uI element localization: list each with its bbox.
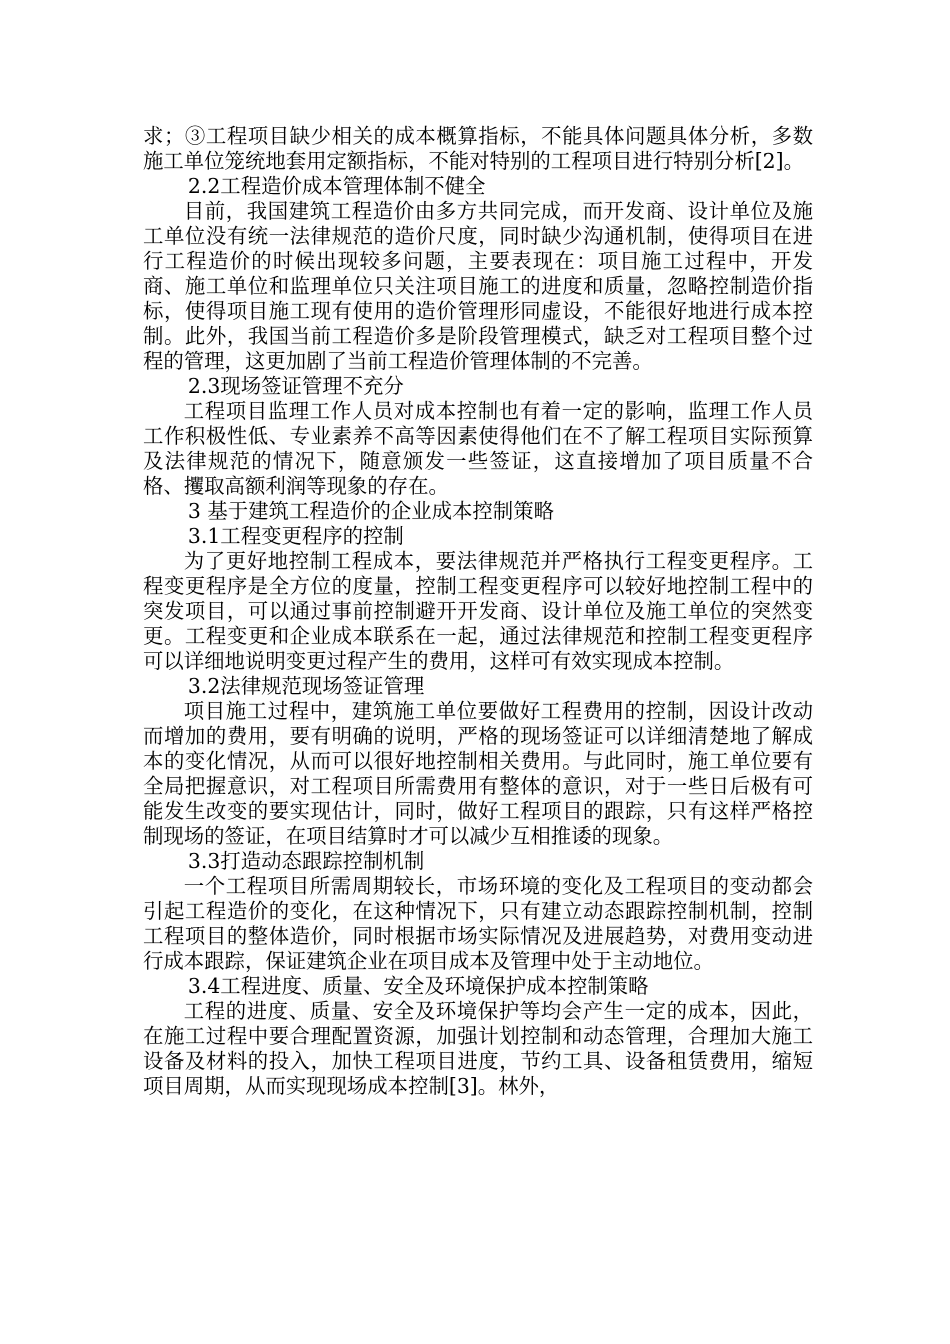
section-heading-3-2: 3.2法律规范现场签证管理 — [187, 674, 425, 698]
section-heading-3-3: 3.3打造动态跟踪控制机制 — [187, 849, 425, 873]
section-heading-2-3: 2.3现场签证管理不充分 — [187, 374, 404, 398]
paragraph-3-2: 项目施工过程中，建筑施工单位要做好工程费用的控制，因设计改动而增加的费用，要有明确的说明，严格的现场签证可以详细清楚地了解成本的变化情况，从而可以很好地控制相关费用。与此同时，施工单位要有全局把握意识，对工程项目所需费用有整体的意识，对于一些日后极有可能发生改变的要实现估计，同时，做好工程项目的跟踪，只有这样严格控制现场的签证，在项目结算时才可以减少互相推诿的现象。 — [143, 699, 813, 848]
section-heading-3-1: 3.1工程变更程序的控制 — [187, 524, 404, 548]
paragraph-2-2: 目前，我国建筑工程造价由多方共同完成，而开发商、设计单位及施工单位没有统一法律规范的造价尺度，同时缺少沟通机制，使得项目在进行工程造价的时候出现较多问题，主要表现在：项目施工过程中，开发商、施工单位和监理单位只关注项目施工的进度和质量，忽略控制造价指标，使得项目施工现有使用的造价管理形同虚设，不能很好地进行成本控制。此外，我国当前工程造价多是阶段管理模式，缺乏对工程项目整个过程的管理，这更加剧了当前工程造价管理体制的不完善。 — [143, 199, 813, 373]
paragraph-intro-continuation: 求；③工程项目缺少相关的成本概算指标，不能具体问题具体分析，多数施工单位笼统地套用定额指标，不能对特别的工程项目进行特别分析[2]。 — [143, 124, 813, 173]
paragraph-2-3: 工程项目监理工作人员对成本控制也有着一定的影响，监理工作人员工作积极性低、专业素养不高等因素使得他们在不了解工程项目实际预算及法律规范的情况下，随意颁发一些签证，这直接增加了项目质量不合格、攫取高额利润等现象的存在。 — [143, 399, 813, 498]
paragraph-3-1: 为了更好地控制工程成本，要法律规范并严格执行工程变更程序。工程变更程序是全方位的度量，控制工程变更程序可以较好地控制工程中的突发项目，可以通过事前控制避开开发商、设计单位及施工单位的突然变更。工程变更和企业成本联系在一起，通过法律规范和控制工程变更程序可以详细地说明变更过程产生的费用，这样可有效实现成本控制。 — [143, 549, 813, 673]
section-heading-3: 3 基于建筑工程造价的企业成本控制策略 — [187, 499, 554, 523]
paragraph-3-3: 一个工程项目所需周期较长，市场环境的变化及工程项目的变动都会引起工程造价的变化，在这种情况下，只有建立动态跟踪控制机制，控制工程项目的整体造价，同时根据市场实际情况及进展趋势，对费用变动进行成本跟踪，保证建筑企业在项目成本及管理中处于主动地位。 — [143, 874, 813, 973]
section-heading-2-2: 2.2工程造价成本管理体制不健全 — [187, 174, 486, 198]
paragraph-3-4: 工程的进度、质量、安全及环境保护等均会产生一定的成本，因此，在施工过程中要合理配置资源，加强计划控制和动态管理，合理加大施工设备及材料的投入，加快工程项目进度，节约工具、设备租赁费用，缩短项目周期，从而实现现场成本控制[3]。林外， — [143, 999, 813, 1098]
section-heading-3-4: 3.4工程进度、质量、安全及环境保护成本控制策略 — [187, 974, 649, 998]
document-body — [143, 124, 813, 1099]
